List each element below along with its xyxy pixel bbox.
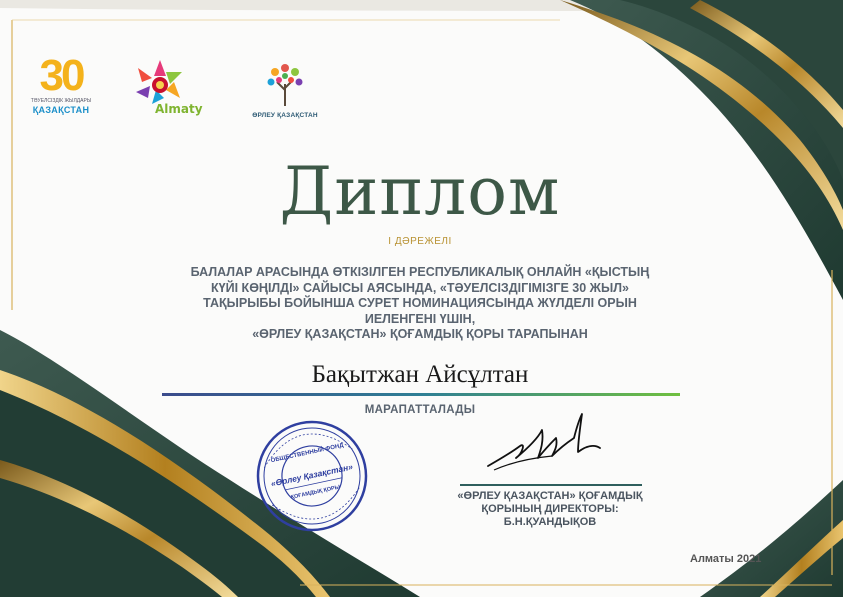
body-line: КҮЙІ КӨҢІЛДІ» САЙЫСЫ АЯСЫНДА, «ТӘУЕЛСІЗДІГІМІЗГЕ 30 ЖЫЛ» — [211, 280, 629, 295]
awarded-label: МАРАПАТТАЛАДЫ — [364, 404, 476, 416]
name-underline — [162, 393, 680, 396]
tree-icon — [265, 60, 305, 108]
stamp-sub-text: ҚОҒАМДЫҚ ҚОРЫ — [290, 484, 341, 501]
award-reason-text — [135, 265, 705, 343]
city-year: Алматы 2021 — [690, 553, 762, 565]
director-name: Б.Н.ҚУАНДЫҚОВ — [503, 516, 597, 528]
stamp-top-text: ОБЩЕСТВЕННЫЙ ФОНД — [270, 442, 345, 465]
degree-label: I ДӘРЕЖЕЛІ — [388, 236, 452, 247]
orleu-logo — [245, 60, 325, 126]
almaty-star-icon — [130, 58, 190, 108]
logo-30-years — [28, 51, 94, 115]
official-stamp — [253, 418, 371, 534]
recipient-name: Бақытжан Айсұлтан — [311, 361, 529, 388]
almaty-logo — [125, 58, 205, 124]
body-line: БАЛАЛАР АРАСЫНДА ӨТКІЗІЛГЕН РЕСПУБЛИКАЛЫҚ ОНЛАЙН «ҚЫСТЫҢ — [190, 265, 650, 279]
body-line: ТАҚЫРЫБЫ БОЙЫНША СУРЕТ НОМИНАЦИЯСЫНДА ЖҮЛДЕЛІ ОРЫН — [203, 296, 637, 310]
body-line: «ӨРЛЕУ ҚАЗАҚСТАН» ҚОҒАМДЫҚ ҚОРЫ ТАРАПЫНАН — [252, 327, 588, 341]
logo-30-number: 30 — [39, 51, 83, 100]
director-signature — [482, 408, 612, 478]
logo-30-tagline: ТӘУЕЛСІЗДІК ЖЫЛДАРЫ — [30, 98, 92, 104]
orleu-logo-text: ӨРЛЕУ ҚАЗАҚСТАН — [252, 112, 318, 119]
director-block — [430, 490, 670, 529]
stamp-center-text: «Өрлеу Қазақстан» — [269, 461, 354, 489]
almaty-logo-text: Almaty — [155, 102, 203, 116]
director-line: «ӨРЛЕУ ҚАЗАҚСТАН» ҚОҒАМДЫҚ — [457, 490, 643, 502]
signature-line — [460, 484, 642, 486]
bottom-right-green-swoosh — [700, 480, 843, 597]
body-line: ИЕЛЕНГЕНІ ҮШІН, — [364, 311, 476, 326]
logo-30-country: ҚАЗАҚСТАН — [32, 105, 90, 115]
director-line: ҚОРЫНЫҢ ДИРЕКТОРЫ: — [481, 503, 619, 515]
diploma-title: Диплом — [279, 153, 561, 230]
